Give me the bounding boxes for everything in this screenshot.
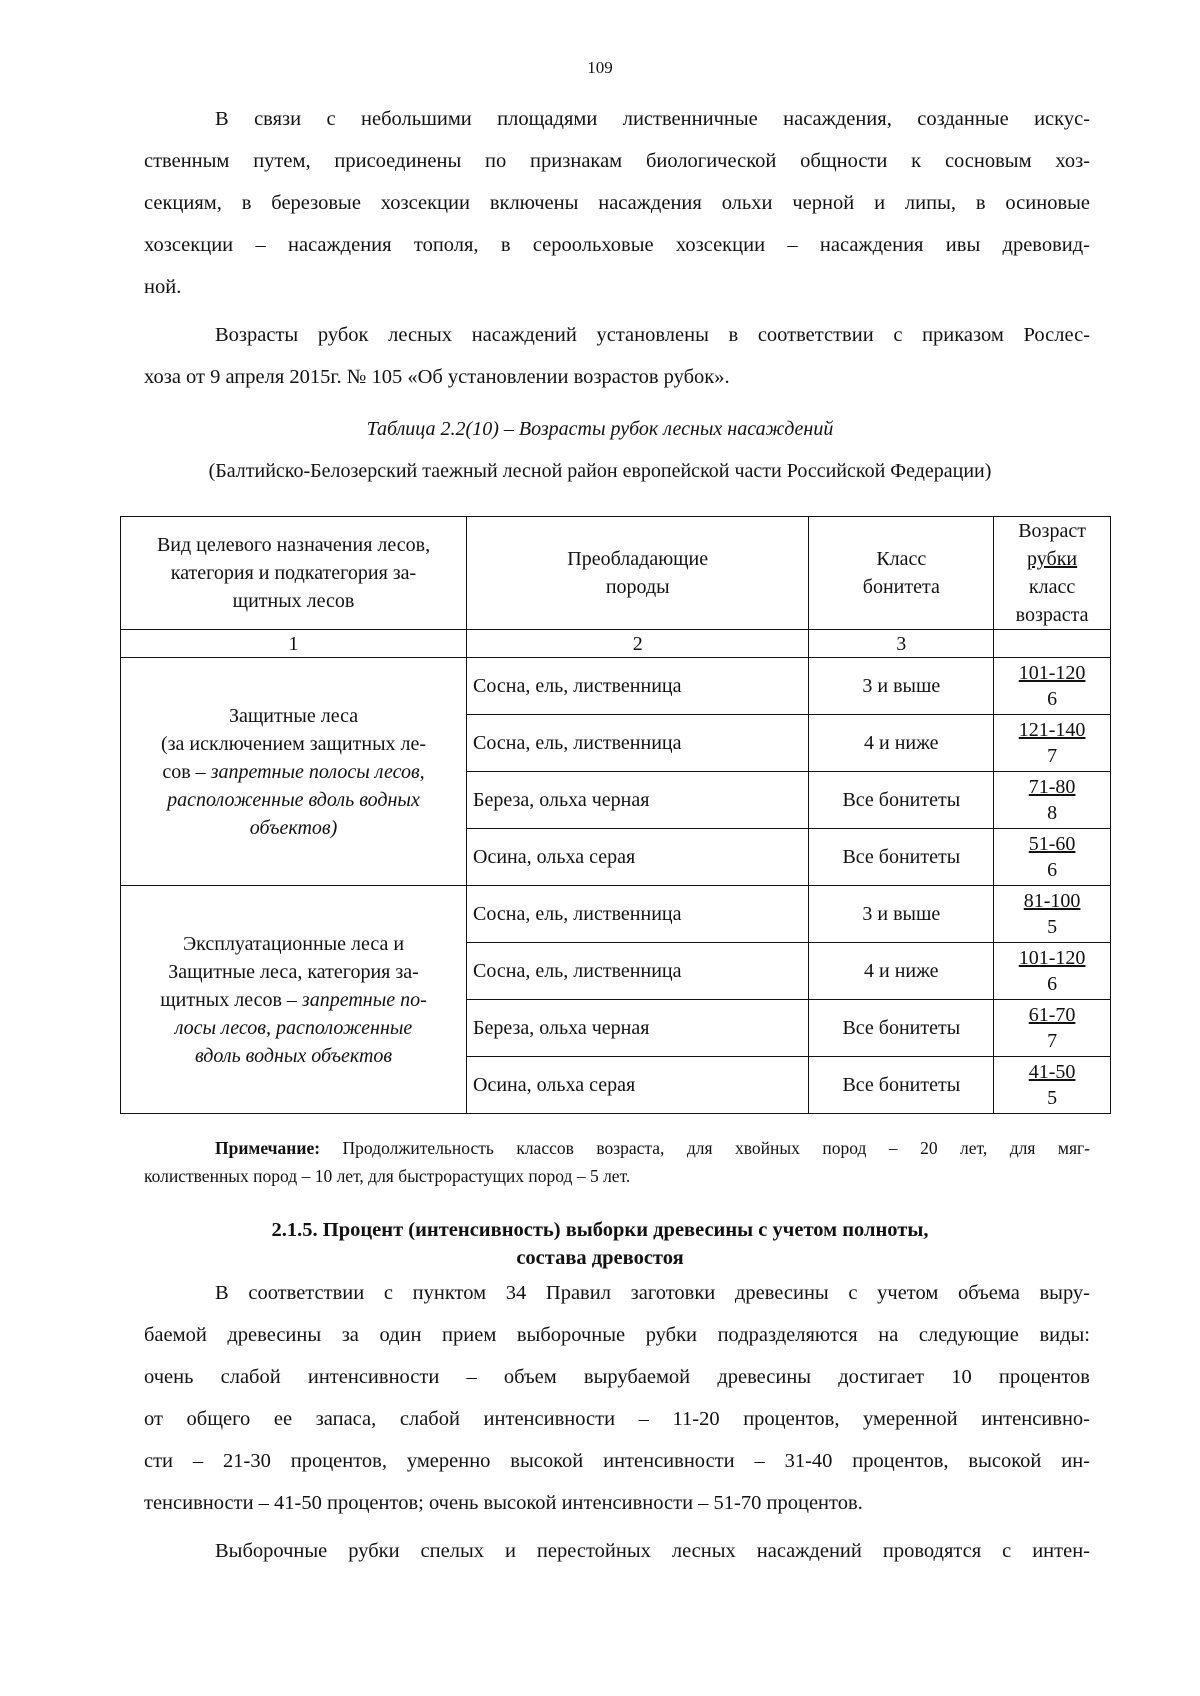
species-cell: Сосна, ель, лиственница xyxy=(467,886,809,943)
table-caption: Таблица 2.2(10) – Возрасты рубок лесных насаждений xyxy=(366,418,834,440)
text-line: очень слабой интенсивности – объем вырубаемой древесины достигает 10 процентов xyxy=(144,1366,1090,1388)
age-cell: 61-70 7 xyxy=(994,1000,1111,1057)
group-protective-forests: Защитные леса (за исключением защитных ле- сов – запретные полосы лесов, расположенные вдоль водных объектов) xyxy=(121,658,467,886)
species-cell: Береза, ольха черная xyxy=(467,1000,809,1057)
age-cell: 51-60 6 xyxy=(994,829,1111,886)
page-number: 109 xyxy=(587,58,613,77)
age-cell: 101-120 6 xyxy=(994,943,1111,1000)
table-row xyxy=(121,658,1111,715)
header-bonitet: Класс бонитета xyxy=(809,517,994,630)
header-species: Преобладающие породы xyxy=(467,517,809,630)
header-felling-age: Возраст рубки класс возраста xyxy=(994,517,1111,630)
header-purpose: Вид целевого назначения лесов, категория и подкатегория за- щитных лесов xyxy=(121,517,467,630)
column-number: 2 xyxy=(467,630,809,658)
text-line: ной. xyxy=(144,276,182,298)
bonitet-cell: 3 и выше xyxy=(809,886,994,943)
table-row xyxy=(121,886,1111,943)
felling-ages-table xyxy=(120,516,1111,1114)
bonitet-cell: 4 и ниже xyxy=(809,943,994,1000)
bonitet-cell: Все бонитеты xyxy=(809,829,994,886)
text-line: хоза от 9 апреля 2015г. № 105 «Об установлении возрастов рубок». xyxy=(144,366,730,388)
bonitet-cell: Все бонитеты xyxy=(809,772,994,829)
table-note: Примечание: Продолжительность классов возраста, для хвойных пород – 20 лет, для мяг- колиственных пород – 10 лет, для быстрорастущих пород – 5 лет. xyxy=(144,1138,1090,1186)
text-line: В связи с небольшими площадями лиственничные насаждения, созданные искус- xyxy=(215,108,1090,130)
age-cell: 81-100 5 xyxy=(994,886,1111,943)
note-label: Примечание: xyxy=(215,1138,321,1158)
species-cell: Сосна, ель, лиственница xyxy=(467,715,809,772)
bonitet-cell: 3 и выше xyxy=(809,658,994,715)
species-cell: Осина, ольха серая xyxy=(467,829,809,886)
text-line: секциям, в березовые хозсекции включены насаждения ольхи черной и липы, в осиновые xyxy=(144,192,1090,214)
species-cell: Сосна, ель, лиственница xyxy=(467,943,809,1000)
species-cell: Сосна, ель, лиственница xyxy=(467,658,809,715)
text-line: ственным путем, присоединены по признакам биологической общности к сосновым хоз- xyxy=(144,150,1090,172)
table-subcaption: (Балтийско-Белозерский таежный лесной район европейской части Российской Федерации) xyxy=(208,460,992,482)
age-cell: 101-120 6 xyxy=(994,658,1111,715)
paragraph-intensity xyxy=(144,1272,1090,1524)
text-line: тенсивности – 41-50 процентов; очень высокой интенсивности – 51-70 процентов. xyxy=(144,1492,863,1514)
column-number-row xyxy=(121,630,1111,658)
species-cell: Осина, ольха серая xyxy=(467,1057,809,1114)
age-cell: 71-80 8 xyxy=(994,772,1111,829)
group-exploitation-forests: Эксплуатационные леса и Защитные леса, категория за- щитных лесов – запретные по- лосы лесов, расположенные вдоль водных объектов xyxy=(121,886,467,1114)
paragraph-larch xyxy=(144,98,1090,308)
text-line: хозсекции – насаждения тополя, в сероольховые хозсекции – насаждения ивы древовид- xyxy=(144,234,1090,256)
bonitet-cell: Все бонитеты xyxy=(809,1000,994,1057)
text-line: Выборочные рубки спелых и перестойных лесных насаждений проводятся с интен- xyxy=(215,1540,1090,1562)
text-line: от общего ее запаса, слабой интенсивности – 11-20 процентов, умеренной интенсивно- xyxy=(144,1408,1090,1430)
column-number: 1 xyxy=(121,630,467,658)
section-heading: 2.1.5. Процент (интенсивность) выборки древесины с учетом полноты, состава древостоя xyxy=(271,1219,929,1269)
text-line: Возрасты рубок лесных насаждений установлены в соответствии с приказом Рослес- xyxy=(215,324,1090,346)
table-header-row xyxy=(121,517,1111,630)
text-line: В соответствии с пунктом 34 Правил заготовки древесины с учетом объема выру- xyxy=(215,1282,1090,1304)
species-cell: Береза, ольха черная xyxy=(467,772,809,829)
column-number xyxy=(994,630,1111,658)
paragraph-ages-order xyxy=(144,314,1090,398)
column-number: 3 xyxy=(809,630,994,658)
age-cell: 41-50 5 xyxy=(994,1057,1111,1114)
bonitet-cell: Все бонитеты xyxy=(809,1057,994,1114)
text-line: сти – 21-30 процентов, умеренно высокой интенсивности – 31-40 процентов, высокой ин- xyxy=(144,1450,1090,1472)
paragraph-selective-felling xyxy=(144,1530,1090,1572)
age-cell: 121-140 7 xyxy=(994,715,1111,772)
text-line: баемой древесины за один прием выборочные рубки подразделяются на следующие виды: xyxy=(144,1324,1090,1346)
bonitet-cell: 4 и ниже xyxy=(809,715,994,772)
